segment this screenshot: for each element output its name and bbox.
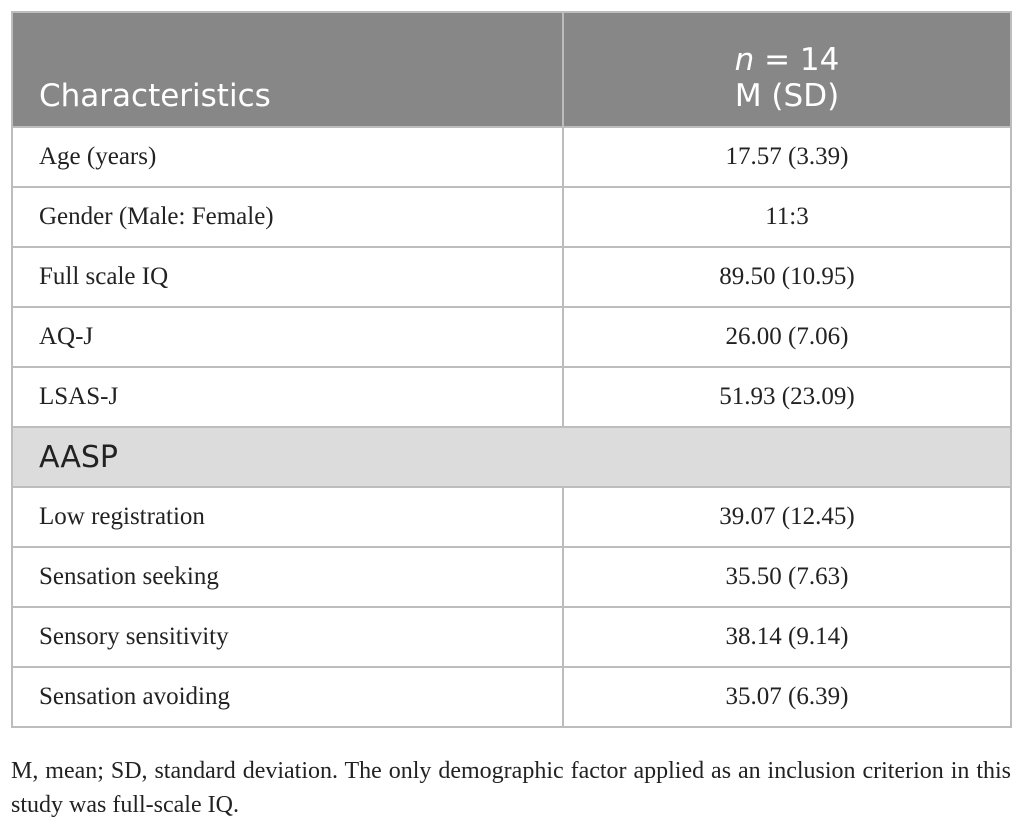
- row-value: 26.00 (7.06): [563, 307, 1011, 367]
- row-value: 17.57 (3.39): [563, 127, 1011, 187]
- header-n-symbol: n: [734, 42, 755, 78]
- table-row: [12, 247, 1011, 307]
- characteristics-table: [11, 11, 1012, 728]
- header-sample-stat: [563, 12, 1011, 127]
- row-value: 35.50 (7.63): [563, 547, 1011, 607]
- table-row: [12, 187, 1011, 247]
- row-label: Age (years): [12, 127, 563, 187]
- characteristics-table-container: [11, 11, 1010, 728]
- header-stat-label: M (SD): [734, 78, 840, 114]
- row-value: 11:3: [563, 187, 1011, 247]
- table-footnote: M, mean; SD, standard deviation. The only demographic factor applied as an inclusion criterion in this study was full-scale IQ.: [11, 758, 1011, 818]
- header-n-value: = 14: [754, 42, 840, 78]
- table-header-row: [12, 12, 1011, 127]
- row-value: 35.07 (6.39): [563, 667, 1011, 727]
- table-row: [12, 607, 1011, 667]
- section-row-aasp: [12, 427, 1011, 487]
- row-label: Gender (Male: Female): [12, 187, 563, 247]
- table-row: [12, 367, 1011, 427]
- row-value: 51.93 (23.09): [563, 367, 1011, 427]
- row-value: 38.14 (9.14): [563, 607, 1011, 667]
- table-row: [12, 127, 1011, 187]
- table-row: [12, 547, 1011, 607]
- header-sample-size: [564, 42, 1010, 78]
- table-row: [12, 487, 1011, 547]
- row-label: Sensory sensitivity: [12, 607, 563, 667]
- row-value: 39.07 (12.45): [563, 487, 1011, 547]
- row-label: LSAS-J: [12, 367, 563, 427]
- header-characteristics: Characteristics: [12, 12, 563, 127]
- row-label: AQ-J: [12, 307, 563, 367]
- row-label: Low registration: [12, 487, 563, 547]
- row-value: 89.50 (10.95): [563, 247, 1011, 307]
- row-label: Sensation seeking: [12, 547, 563, 607]
- table-row: [12, 307, 1011, 367]
- section-title: AASP: [12, 427, 1011, 487]
- table-row: [12, 667, 1011, 727]
- row-label: Sensation avoiding: [12, 667, 563, 727]
- row-label: Full scale IQ: [12, 247, 563, 307]
